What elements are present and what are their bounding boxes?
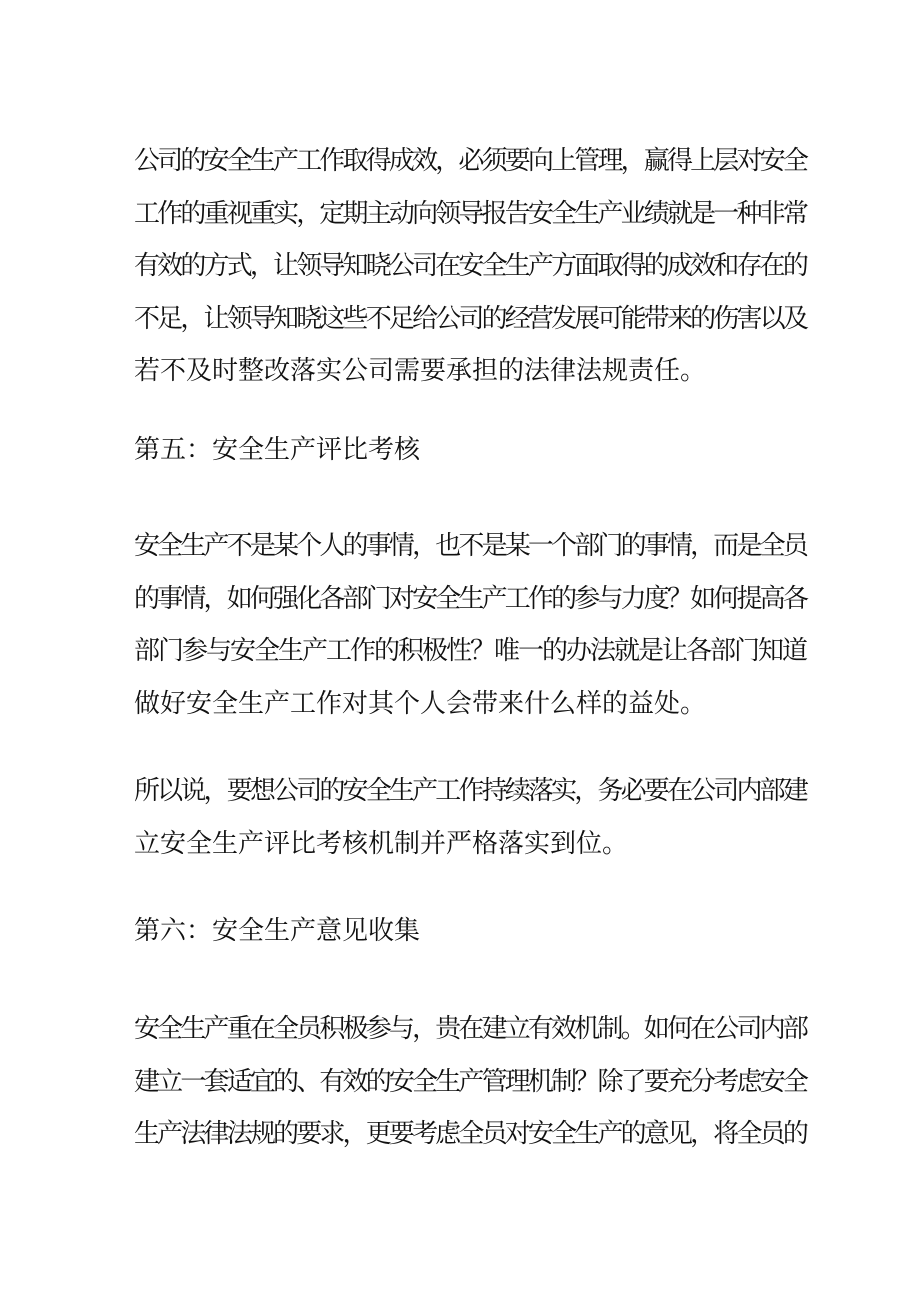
text-line: 工作的重视重实，定期主动向领导报告安全生产业绩就是一种非常 (134, 198, 807, 229)
text-line: 若不及时整改落实公司需要承担的法律法规责任。 (134, 356, 707, 386)
text-line: 建立一套适宜的、有效的安全生产管理机制？除了要充分考虑安全 (134, 1066, 807, 1097)
paragraph-evaluation-mechanism (134, 765, 807, 870)
section-heading-5: 第五：安全生产评比考核 (134, 435, 421, 465)
text-line: 有效的方式，让领导知晓公司在安全生产方面取得的成效和存在的 (134, 251, 807, 281)
text-line: 公司的安全生产工作取得成效，必须要向上管理，赢得上层对安全 (134, 146, 807, 176)
text-line: 立安全生产评比考核机制并严格落实到位。 (134, 828, 629, 859)
text-line: 做好安全生产工作对其个人会带来什么样的益处。 (134, 688, 707, 719)
section-heading-6: 第六：安全生产意见收集 (134, 916, 421, 946)
text-line: 生产法律法规的要求，更要考虑全员对安全生产的意见，将全员的 (134, 1119, 807, 1149)
text-line: 安全生产不是某个人的事情，也不是某一个部门的事情，而是全员 (134, 531, 807, 561)
text-line: 所以说，要想公司的安全生产工作持续落实，务必要在公司内部建 (134, 776, 807, 806)
text-line: 的事情，如何强化各部门对安全生产工作的参与力度？如何提高各 (134, 583, 807, 614)
text-line: 不足，让领导知晓这些不足给公司的经营发展可能带来的伤害以及 (134, 303, 807, 334)
text-line: 安全生产重在全员积极参与，贵在建立有效机制。如何在公司内部 (134, 1014, 807, 1044)
paragraph-opinion-collection (134, 1003, 807, 1161)
paragraph-report-to-leadership (134, 135, 807, 398)
paragraph-all-staff-responsibility (134, 520, 807, 730)
text-line: 部门参与安全生产工作的积极性？唯一的办法就是让各部门知道 (134, 636, 807, 666)
